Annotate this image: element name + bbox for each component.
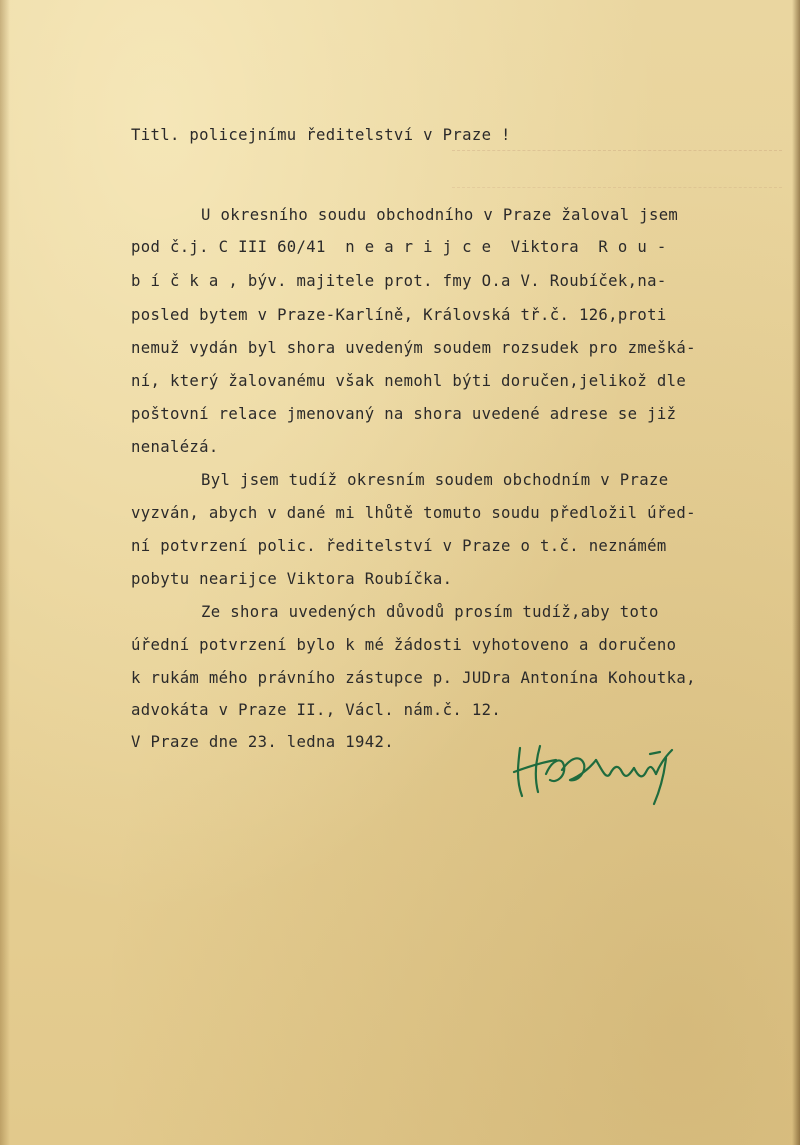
paragraph-3-line-1: Ze shora uvedených důvodů prosím tudíž,aby toto <box>201 603 659 621</box>
paragraph-1-line-8: nenalézá. <box>131 438 219 456</box>
salutation: Titl. policejnímu ředitelství v Praze ! <box>131 126 511 144</box>
paragraph-3-line-4: advokáta v Praze II., Václ. nám.č. 12. <box>131 701 502 719</box>
paragraph-2-line-2: vyzván, abych v dané mi lhůtě tomuto soudu předložil úřed- <box>131 504 696 522</box>
paragraph-2-line-1: Byl jsem tudíž okresním soudem obchodním v Praze <box>201 471 669 489</box>
paragraph-1-line-3: b í č k a , býv. majitele prot. fmy O.a V. Roubíček,na- <box>131 272 667 290</box>
paragraph-1-line-2: pod č.j. C III 60/41 n e a r i j c e Viktora R o u - <box>131 238 667 256</box>
paragraph-3-line-2: úřední potvrzení bylo k mé žádosti vyhotoveno a doručeno <box>131 636 677 654</box>
paragraph-1-line-1: U okresního soudu obchodního v Praze žaloval jsem <box>201 206 679 224</box>
date-line: V Praze dne 23. ledna 1942. <box>131 733 394 751</box>
paragraph-1-line-6: ní, který žalovanému však nemohl býti doručen,jelikož dle <box>131 372 687 390</box>
signature-icon <box>500 730 690 810</box>
paragraph-2-line-4: pobytu nearijce Viktora Roubíčka. <box>131 570 453 588</box>
faded-stamp <box>452 150 782 188</box>
page-edge-shadow-right <box>792 0 800 1145</box>
paragraph-1-line-5: nemuž vydán byl shora uvedeným soudem rozsudek pro zmešká- <box>131 339 696 357</box>
page-edge-shadow-left <box>0 0 10 1145</box>
paragraph-1-line-7: poštovní relace jmenovaný na shora uvedené adrese se již <box>131 405 677 423</box>
paragraph-1-line-4: posled bytem v Praze-Karlíně, Královská tř.č. 126,proti <box>131 306 667 324</box>
paragraph-3-line-3: k rukám mého právního zástupce p. JUDra Antonína Kohoutka, <box>131 669 696 687</box>
paragraph-2-line-3: ní potvrzení polic. ředitelství v Praze o t.č. neznámém <box>131 537 667 555</box>
